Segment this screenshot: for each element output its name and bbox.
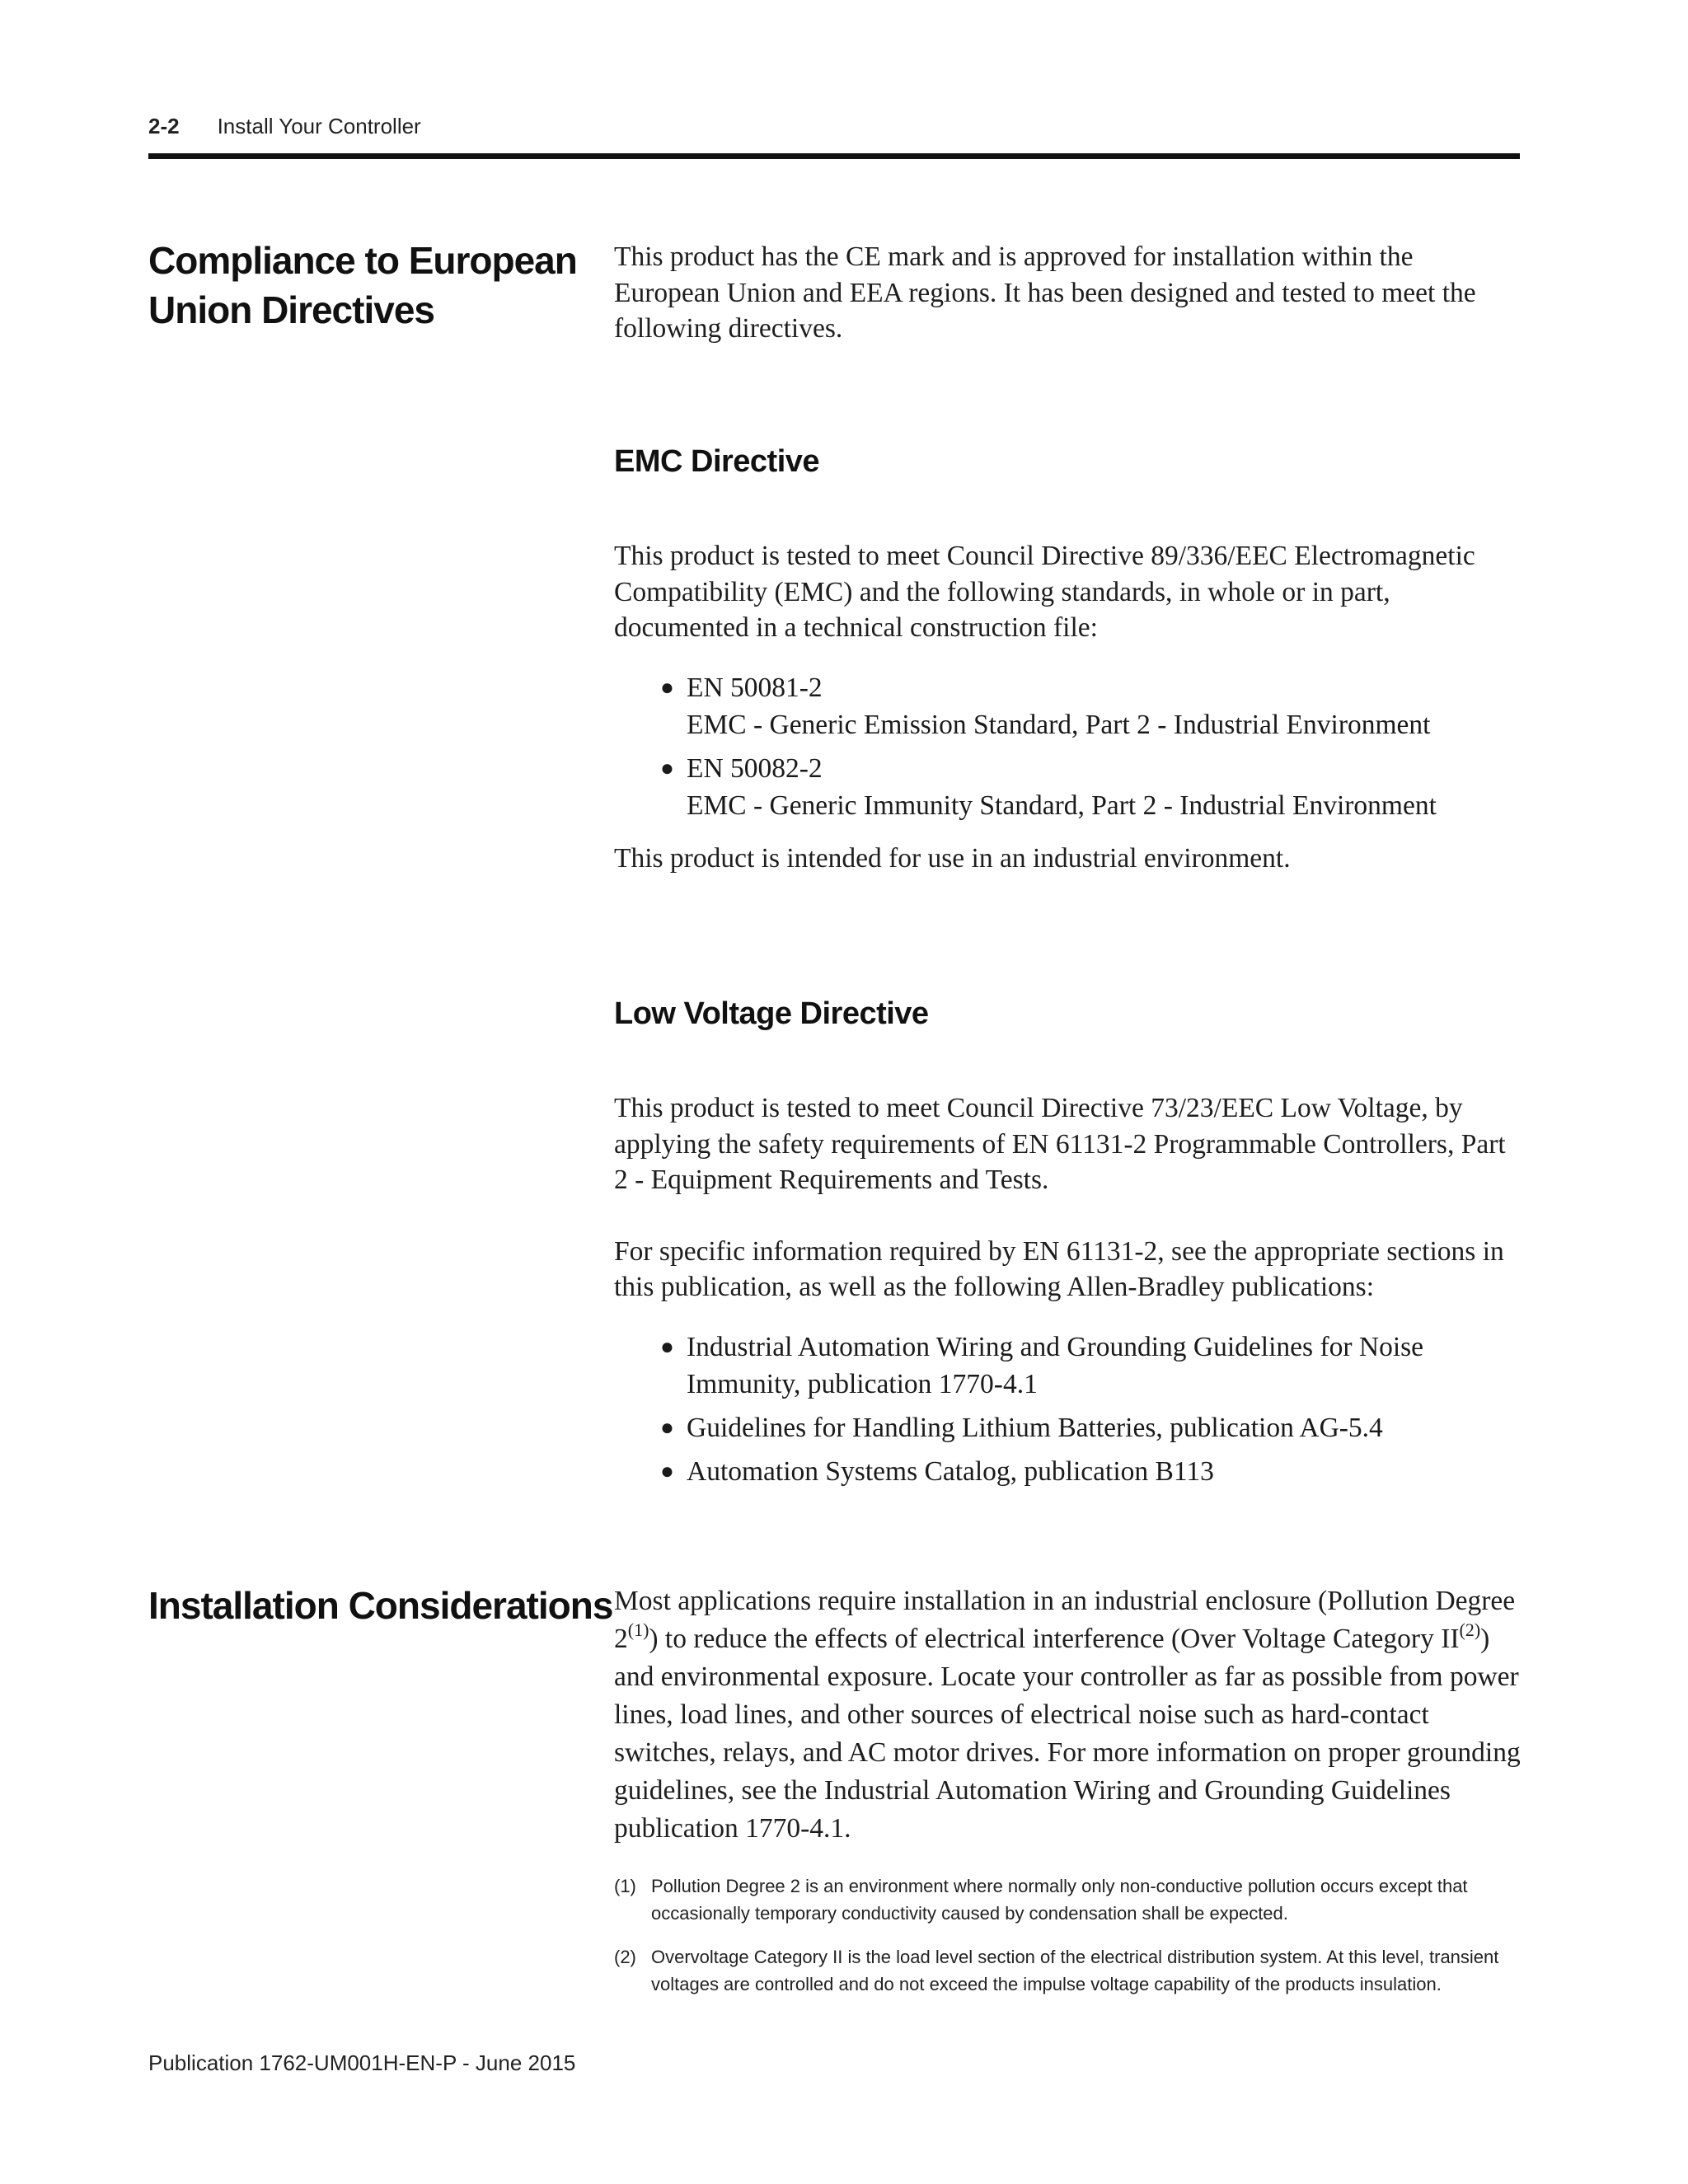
heading-line: Compliance to European xyxy=(148,239,577,282)
bullet-icon: ● xyxy=(660,755,674,781)
emc-closing: This product is intended for use in an industrial environment. xyxy=(614,842,1291,874)
list-item xyxy=(614,1409,1521,1446)
heading-line: Union Directives xyxy=(148,288,434,331)
lvd-body xyxy=(614,1090,1521,1497)
publication-item: Guidelines for Handling Lithium Batteries, publication AG-5.4 xyxy=(687,1412,1383,1443)
list-item xyxy=(614,1453,1521,1490)
list-item xyxy=(614,750,1521,824)
standard-title: EN 50081-2 xyxy=(687,672,823,703)
footnote-1 xyxy=(614,1872,1521,1927)
installation-heading: Installation Considerations xyxy=(148,1584,613,1627)
page-header xyxy=(148,115,421,137)
footnote-number: (1) xyxy=(614,1876,636,1896)
footnote-text: Overvoltage Category II is the load level section of the electrical distribution system. At this level, transient voltages are controlled and do not exceed the impulse voltage capability of the products insulation. xyxy=(651,1947,1499,1994)
footnote-text: Pollution Degree 2 is an environment where normally only non-conductive pollution occurs except that occasionally temporary conductivity caused by condensation shall be expected. xyxy=(651,1876,1468,1924)
emc-paragraph: This product is tested to meet Council Directive 89/336/EEC Electromagnetic Compatibility (EMC) and the following standards, in whole or in part, documented in a technical construction file: xyxy=(614,541,1475,643)
footnote-number: (2) xyxy=(614,1947,636,1967)
standard-title: EN 50082-2 xyxy=(687,752,823,784)
text-run: ) to reduce the effects of electrical interference (Over Voltage Category II xyxy=(649,1624,1460,1654)
footnote-ref-1: (1) xyxy=(627,1619,649,1640)
lvd-heading: Low Voltage Directive xyxy=(614,996,929,1031)
chapter-title: Install Your Controller xyxy=(217,114,421,138)
publication-item: Automation Systems Catalog, publication B113 xyxy=(687,1455,1214,1487)
text-run: ) and environmental exposure. Locate your controller as far as possible from power lines, load lines, and other sources of electrical noise such as hard-contact switches, relays, and AC motor drives. For more information on proper grounding guidelines, see the Industrial Automation Wiring and Grounding Guidelines publication 1770-4.1. xyxy=(614,1624,1521,1844)
standard-desc: EMC - Generic Immunity Standard, Part 2 - Industrial Environment xyxy=(687,790,1437,821)
bullet-icon: ● xyxy=(660,1414,674,1441)
lvd-paragraph-2: For specific information required by EN 61131-2, see the appropriate sections in this publication, as well as the following Allen-Bradley publications: xyxy=(614,1235,1504,1302)
emc-body xyxy=(614,538,1521,876)
publication-item: Industrial Automation Wiring and Grounding Guidelines for Noise Immunity, publication 1770-4.1 xyxy=(687,1331,1424,1399)
footnote-2 xyxy=(614,1943,1521,1998)
bullet-icon: ● xyxy=(660,1458,674,1484)
emc-standards-list xyxy=(614,669,1521,824)
installation-paragraph xyxy=(614,1582,1521,1848)
footnote-ref-2: (2) xyxy=(1459,1619,1481,1640)
page-number: 2-2 xyxy=(148,114,180,138)
installation-body xyxy=(614,1582,1521,1848)
eu-intro xyxy=(614,239,1521,347)
lvd-paragraph-1: This product is tested to meet Council Directive 73/23/EEC Low Voltage, by applying the safety requirements of EN 61131-2 Programmable Controllers, Part 2 - Equipment Requirements and Tests. xyxy=(614,1093,1506,1195)
standard-desc: EMC - Generic Emission Standard, Part 2 - Industrial Environment xyxy=(687,709,1431,740)
emc-heading: EMC Directive xyxy=(614,444,820,479)
lvd-publications-list xyxy=(614,1329,1521,1490)
bullet-icon: ● xyxy=(660,1333,674,1360)
text-run: Most applications require installation in an industrial enclosure (Pollution Degree 2 xyxy=(614,1586,1516,1654)
list-item xyxy=(614,669,1521,743)
list-item xyxy=(614,1329,1521,1403)
bullet-icon: ● xyxy=(660,674,674,701)
eu-intro-text: This product has the CE mark and is approved for installation within the European Union and EEA regions. It has been designed and tested to meet the following directives. xyxy=(614,241,1476,344)
page-footer: Publication 1762-UM001H-EN-P - June 2015 xyxy=(148,2050,576,2075)
header-rule xyxy=(148,153,1520,159)
section-heading-eu-compliance xyxy=(148,236,577,335)
